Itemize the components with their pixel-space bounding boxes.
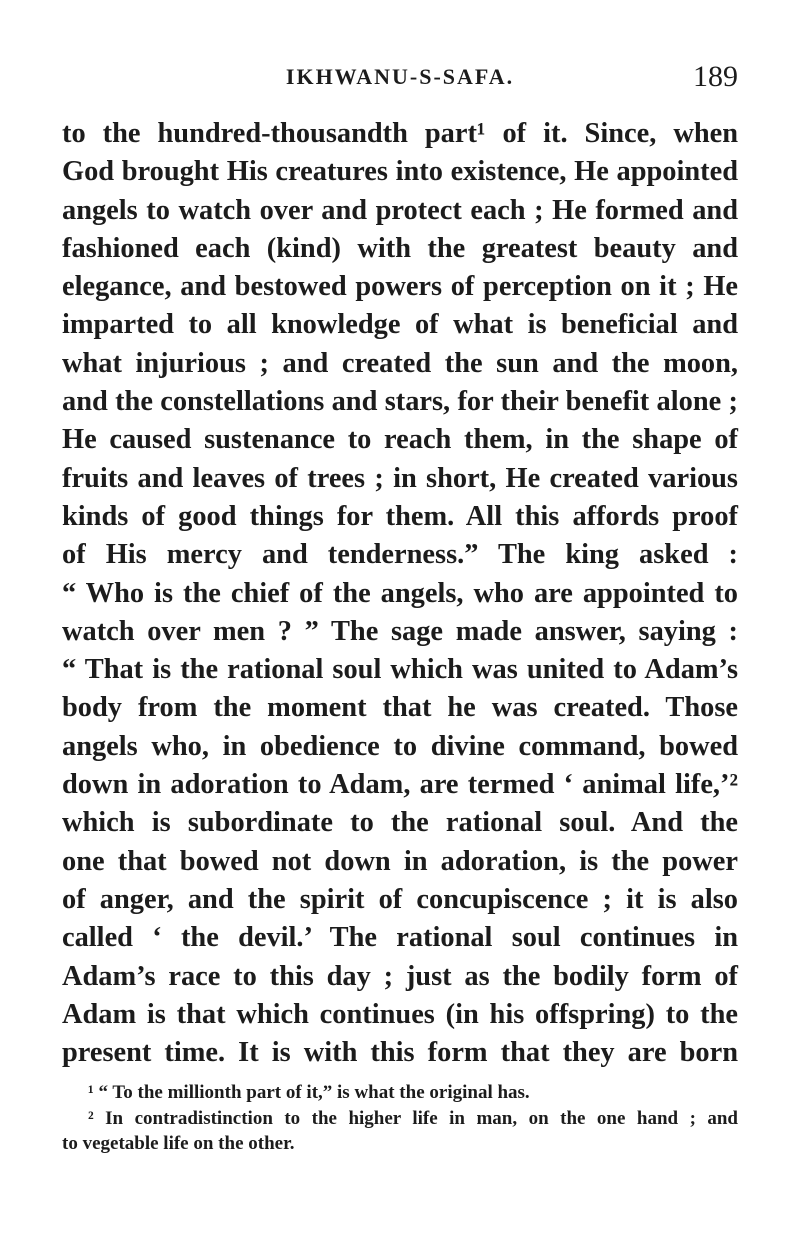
- footnote-2: ² In contradistinction to the higher life in man, on the one hand ; and: [88, 1107, 738, 1129]
- body-text: [62, 115, 738, 1072]
- text-line: and the constellations and stars, for their benefit alone ;: [62, 386, 738, 418]
- text-line: imparted to all knowledge of what is beneficial and: [62, 309, 738, 341]
- page-header: [62, 60, 738, 100]
- text-line: elegance, and bestowed powers of perception on it ; He: [62, 271, 738, 303]
- text-line: “ Who is the chief of the angels, who are appointed to: [62, 577, 738, 609]
- running-title: IKHWANU-S-SAFA.: [285, 64, 515, 89]
- footnote-1: ¹ “ To the millionth part of it,” is what the original has.: [88, 1082, 530, 1103]
- text-line: down in adoration to Adam, are termed ‘ animal life,’²: [62, 769, 738, 801]
- text-line: of His mercy and tenderness.” The king asked :: [62, 539, 738, 571]
- text-line: kinds of good things for them. All this affords proof: [62, 500, 738, 532]
- footnotes: [62, 1080, 738, 1157]
- text-line: fruits and leaves of trees ; in short, He created various: [62, 462, 738, 494]
- text-line: angels who, in obedience to divine command, bowed: [62, 730, 738, 762]
- text-line: what injurious ; and created the sun and the moon,: [62, 347, 738, 379]
- page-number: 189: [693, 60, 738, 93]
- text-line: fashioned each (kind) with the greatest beauty and: [62, 232, 738, 264]
- text-line: present time. It is with this form that they are born: [62, 1037, 738, 1069]
- text-line: to the hundred-thousandth part¹ of it. Since, when: [62, 118, 738, 149]
- text-line: Adam is that which continues (in his offspring) to the: [62, 998, 738, 1030]
- text-line: body from the moment that he was created. Those: [62, 692, 738, 724]
- text-line: watch over men ? ” The sage made answer, saying :: [62, 615, 738, 647]
- text-line: “ That is the rational soul which was united to Adam’s: [62, 654, 738, 686]
- text-line: called ‘ the devil.’ The rational soul continues in: [62, 922, 738, 954]
- footnote-2-continued: to vegetable life on the other.: [62, 1133, 295, 1154]
- text-line: He caused sustenance to reach them, in the shape of: [62, 424, 738, 456]
- text-line: God brought His creatures into existence, He appointed: [62, 156, 738, 188]
- text-line: Adam’s race to this day ; just as the bodily form of: [62, 960, 738, 992]
- text-line: of anger, and the spirit of concupiscence ; it is also: [62, 883, 738, 915]
- text-line: angels to watch over and protect each ; He formed and: [62, 194, 738, 226]
- text-line: one that bowed not down in adoration, is the power: [62, 845, 738, 877]
- text-line: which is subordinate to the rational soul. And the: [62, 807, 738, 839]
